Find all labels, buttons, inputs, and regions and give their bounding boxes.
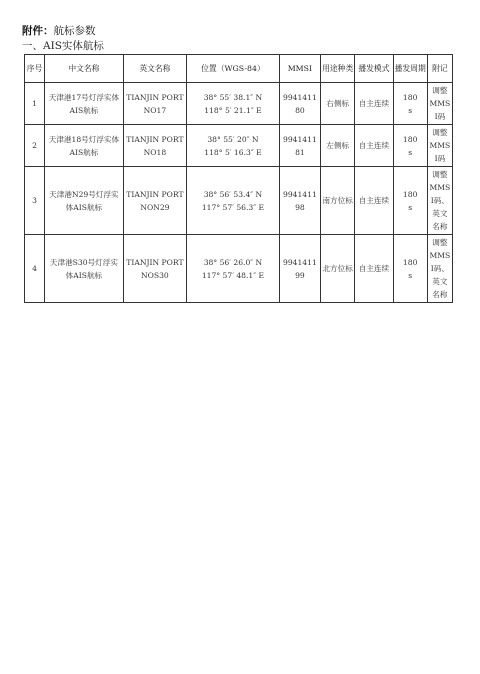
cell-mode: 自主连续: [355, 167, 393, 235]
cell-position: [187, 235, 280, 303]
period-value: 180: [402, 92, 418, 102]
cell-seq: 2: [25, 125, 45, 167]
latitude: 38° 56′ 26.0″ N: [203, 257, 263, 267]
en-name-line: TIANJIN PORT: [126, 134, 184, 144]
cell-en-name: [123, 125, 186, 167]
cell-period: [393, 125, 427, 167]
cell-mode: 自主连续: [355, 125, 393, 167]
cell-cn-name: 天津港S30号灯浮实体AIS航标: [45, 235, 124, 303]
cell-seq: 4: [25, 235, 45, 303]
cell-seq: 3: [25, 167, 45, 235]
en-name-line: NON29: [140, 202, 170, 212]
header-seq: 序号: [25, 55, 45, 83]
longitude: 118° 5′ 16.3″ E: [204, 147, 262, 157]
period-unit: s: [408, 270, 413, 280]
en-name-line: TIANJIN PORT: [126, 92, 184, 102]
period-unit: s: [408, 147, 413, 157]
table-row: [25, 83, 453, 125]
cell-en-name: [123, 167, 186, 235]
longitude: 117° 57′ 56.3″ E: [201, 202, 265, 212]
table-row: [25, 235, 453, 303]
cell-en-name: [123, 235, 186, 303]
period-unit: s: [408, 202, 413, 212]
header-mmsi: MMSI: [279, 55, 320, 83]
en-name-line: NOS30: [141, 270, 169, 280]
latitude: 38° 55′ 38.1″ N: [203, 92, 263, 102]
period-unit: s: [408, 105, 413, 115]
cell-cn-name: 天津港N29号灯浮实体AIS航标: [45, 167, 124, 235]
period-value: 180: [402, 257, 418, 267]
header-position: 位置（WGS-84）: [187, 55, 280, 83]
cell-usage: 南方位标: [321, 167, 355, 235]
header-period: 播发周期: [393, 55, 427, 83]
cell-cn-name: 天津港17号灯浮实体AIS航标: [45, 83, 124, 125]
table-row: [25, 125, 453, 167]
attachment-heading: [22, 23, 96, 38]
cell-position: [187, 167, 280, 235]
en-name-line: TIANJIN PORT: [126, 257, 184, 267]
header-notes: 附记: [427, 55, 452, 83]
cell-notes: 调整MMSI码: [427, 83, 452, 125]
cell-position: [187, 125, 280, 167]
cell-usage: 右侧标: [321, 83, 355, 125]
cell-mmsi: 994141198: [279, 167, 320, 235]
attachment-prefix: 附件：: [22, 25, 54, 37]
en-name-line: NO18: [143, 147, 167, 157]
attachment-title: 航标参数: [53, 25, 96, 37]
cell-notes: 调整MMSI码: [427, 125, 452, 167]
latitude: 38° 55′ 20″ N: [207, 134, 259, 144]
cell-mode: 自主连续: [355, 235, 393, 303]
cell-period: [393, 167, 427, 235]
cell-mode: 自主连续: [355, 83, 393, 125]
cell-period: [393, 83, 427, 125]
cell-notes: 调整MMSI码、英文名称: [427, 167, 452, 235]
longitude: 117° 57′ 48.1″ E: [201, 270, 265, 280]
header-usage: 用途种类: [321, 55, 355, 83]
latitude: 38° 56′ 53.4″ N: [203, 189, 263, 199]
cell-position: [187, 83, 280, 125]
cell-usage: 北方位标: [321, 235, 355, 303]
aids-to-navigation-table: [24, 54, 453, 303]
longitude: 118° 5′ 21.1″ E: [204, 105, 262, 115]
period-value: 180: [402, 134, 418, 144]
en-name-line: TIANJIN PORT: [126, 189, 184, 199]
cell-usage: 左侧标: [321, 125, 355, 167]
header-mode: 播发模式: [355, 55, 393, 83]
period-value: 180: [402, 189, 418, 199]
table-row: [25, 167, 453, 235]
cell-mmsi: 994141181: [279, 125, 320, 167]
cell-cn-name: 天津港18号灯浮实体AIS航标: [45, 125, 124, 167]
en-name-line: NO17: [143, 105, 167, 115]
section-heading: 一、AIS实体航标: [22, 40, 104, 52]
cell-seq: 1: [25, 83, 45, 125]
cell-mmsi: 994141199: [279, 235, 320, 303]
table-header-row: [25, 55, 453, 83]
cell-mmsi: 994141180: [279, 83, 320, 125]
cell-en-name: [123, 83, 186, 125]
cell-notes: 调整MMSI码、英文名称: [427, 235, 452, 303]
header-cn-name: 中文名称: [45, 55, 124, 83]
header-en-name: 英文名称: [123, 55, 186, 83]
cell-period: [393, 235, 427, 303]
